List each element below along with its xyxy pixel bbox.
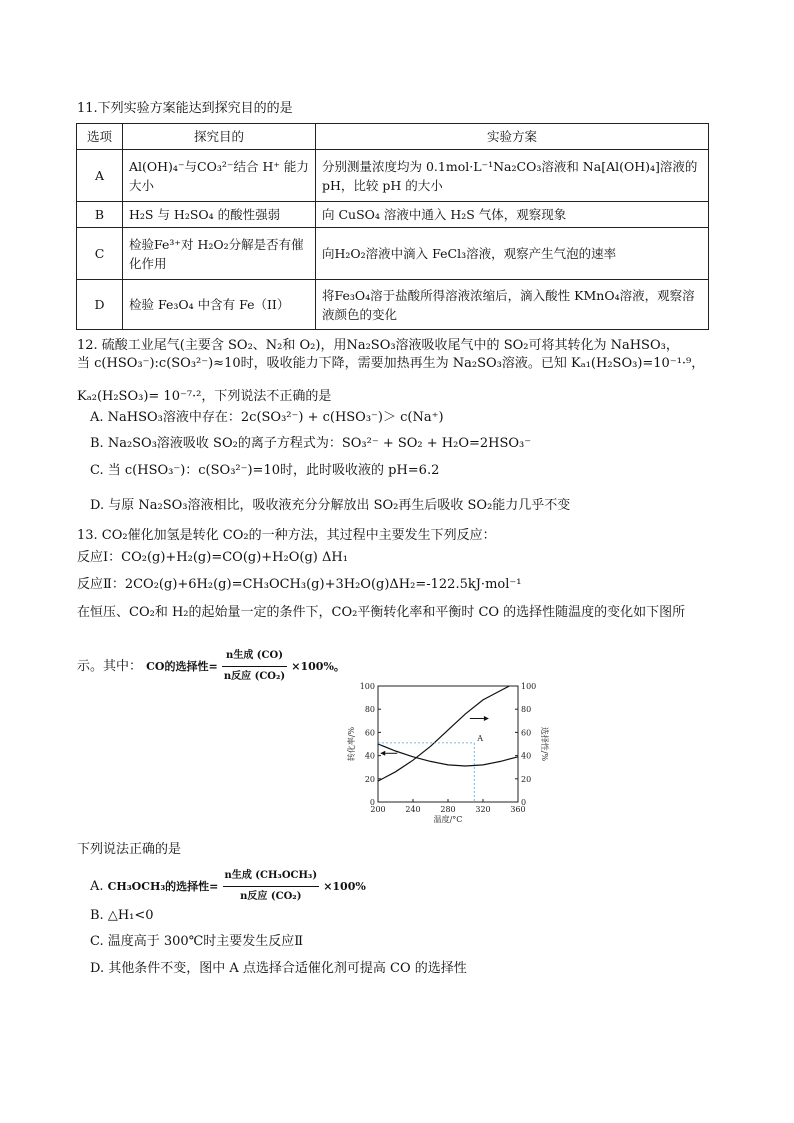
- row-option: A: [77, 150, 123, 202]
- row-aim: 检验Fe³⁺对 H₂O₂分解是否有催化作用: [123, 228, 316, 280]
- fraction-tail: ×100%: [323, 880, 366, 893]
- row-aim: 检验 Fe₃O₄ 中含有 Fe（II）: [123, 280, 316, 330]
- q13-option-a: [90, 866, 366, 907]
- y-axis-label-right: 选择性/%: [540, 726, 549, 762]
- q12-stem-line3: Kₐ₂(H₂SO₃)= 10⁻⁷·²，下列说法不正确的是: [77, 389, 332, 404]
- y-tick-label-right: 80: [521, 705, 532, 715]
- plot-frame: [378, 686, 518, 802]
- x-tick-label: 200: [370, 805, 386, 814]
- table-header-row: [77, 124, 709, 150]
- row-plan: 将Fe₃O₄溶于盐酸所得溶液浓缩后，滴入酸性 KMnO₄溶液，观察溶液颜色的变化: [316, 280, 709, 330]
- q12-stem-line1: 12. 硫酸工业尾气(主要含 SO₂、N₂和 O₂)，用Na₂SO₃溶液吸收尾气中的 SO₂可将其转化为 NaHSO₃，: [77, 338, 679, 353]
- fraction-tail: ×100%。: [291, 660, 345, 673]
- q12-option-b: B. Na₂SO₃溶液吸收 SO₂的离子方程式为：SO₃²⁻ + SO₂ + H₂O=2HSO₃⁻: [90, 436, 532, 451]
- arrow-left-head: [380, 751, 385, 756]
- y-tick-label-left: 60: [364, 728, 375, 738]
- series-line-falling: [378, 744, 518, 766]
- q13-prompt: 下列说法正确的是: [77, 842, 182, 857]
- row-plan: 向 CuSO₄ 溶液中通入 H₂S 气体，观察现象: [316, 202, 709, 228]
- y-tick-label-left: 20: [364, 774, 375, 784]
- q13-stem-line1: 13. CO₂催化加氢是转化 CO₂的一种方法，其过程中主要发生下列反应：: [77, 528, 496, 543]
- q13-stem-line4: 在恒压、CO₂和 H₂的起始量一定的条件下，CO₂平衡转化率和平衡时 CO 的选择性随温度的变化如下图所: [77, 605, 686, 620]
- q13-reaction-2: 反应Ⅱ：2CO₂(g)+6H₂(g)=CH₃OCH₃(g)+3H₂O(g)ΔH₂=-122.5kJ·mol⁻¹: [77, 577, 522, 592]
- arrow-right-head: [484, 716, 489, 721]
- q13-option-c: C. 温度高于 300℃时主要发生反应Ⅱ: [90, 934, 304, 949]
- y-tick-label-left: 40: [364, 751, 375, 761]
- x-tick-label: 280: [440, 805, 456, 814]
- q12-stem-line2: 当 c(HSO₃⁻):c(SO₃²⁻)≈10时，吸收能力下降，需要加热再生为 Na₂SO₃溶液。已知 Kₐ₁(H₂SO₃)=10⁻¹·⁹，: [77, 356, 705, 371]
- x-tick-label: 360: [510, 805, 526, 814]
- option-a-prefix: A.: [90, 879, 104, 894]
- y-tick-label-right: 60: [521, 728, 532, 738]
- co-selectivity-fraction: [222, 646, 287, 687]
- y-tick-label-left: 0: [369, 798, 375, 807]
- y-tick-label-right: 40: [521, 751, 532, 761]
- row-plan: 分别测量浓度均为 0.1mol·L⁻¹Na₂CO₃溶液和 Na[Al(OH)₄]溶液的pH，比较 pH 的大小: [316, 150, 709, 202]
- table-row: [77, 228, 709, 280]
- dme-selectivity-fraction: [223, 866, 320, 907]
- y-axis-label-left: 转化率/%: [347, 726, 356, 762]
- q13-reaction-1: 反应Ⅰ：CO₂(g)+H₂(g)=CO(g)+H₂O(g) ΔH₁: [77, 550, 348, 565]
- y-tick-label-right: 100: [521, 682, 537, 691]
- row-aim: Al(OH)₄⁻与CO₃²⁻结合 H⁺ 能力大小: [123, 150, 316, 202]
- fraction-denominator: n反应 (CO₂): [223, 671, 286, 682]
- header-aim: 探究目的: [123, 124, 316, 150]
- co-selectivity-label: CO的选择性=: [146, 660, 218, 673]
- q11-title: 11.下列实验方案能达到探究目的的是: [77, 101, 293, 116]
- q13-option-d: D. 其他条件不变，图中 A 点选择合适催化剂可提高 CO 的选择性: [90, 961, 467, 976]
- q13-option-b: B. △H₁<0: [90, 908, 154, 923]
- row-option: C: [77, 228, 123, 280]
- q13-stem-line5: [77, 646, 345, 687]
- y-tick-label-right: 0: [521, 798, 527, 807]
- fraction-denominator: n反应 (CO₂): [240, 891, 302, 902]
- point-label: A: [477, 733, 484, 743]
- table-row: [77, 202, 709, 228]
- row-option: B: [77, 202, 123, 228]
- row-plan: 向H₂O₂溶液中滴入 FeCl₃溶液，观察产生气泡的速率: [316, 228, 709, 280]
- header-plan: 实验方案: [316, 124, 709, 150]
- x-axis-label: 温度/°C: [433, 815, 463, 824]
- table-row: [77, 280, 709, 330]
- q11-table: [76, 123, 709, 330]
- x-tick-label: 320: [475, 805, 491, 814]
- q12-option-c: C. 当 c(HSO₃⁻)：c(SO₃²⁻)=10时，此时吸收液的 pH=6.2: [90, 463, 440, 478]
- y-tick-label-left: 100: [359, 682, 375, 691]
- q12-option-d: D. 与原 Na₂SO₃溶液相比，吸收液充分分解放出 SO₂再生后吸收 SO₂能力几乎不变: [90, 498, 571, 513]
- fraction-numerator: n生成 (CH₃OCH₃): [223, 866, 320, 887]
- row-aim: H₂S 与 H₂SO₄ 的酸性强弱: [123, 202, 316, 228]
- y-tick-label-left: 80: [364, 705, 375, 715]
- series-line-rising: [378, 686, 509, 781]
- dme-selectivity-label: CH₃OCH₃的选择性=: [107, 880, 219, 893]
- row-option: D: [77, 280, 123, 330]
- x-tick-label: 240: [405, 805, 421, 814]
- table-row: [77, 150, 709, 202]
- fraction-numerator: n生成 (CO): [222, 646, 287, 667]
- q12-option-a: A. NaHSO₃溶液中存在：2c(SO₃²⁻) + c(HSO₃⁻)＞ c(Na⁺): [90, 410, 444, 425]
- header-option: 选项: [77, 124, 123, 150]
- y-tick-label-right: 20: [521, 774, 532, 784]
- conversion-selectivity-chart: [336, 676, 566, 826]
- q13-prefix: 示。其中：: [77, 659, 143, 674]
